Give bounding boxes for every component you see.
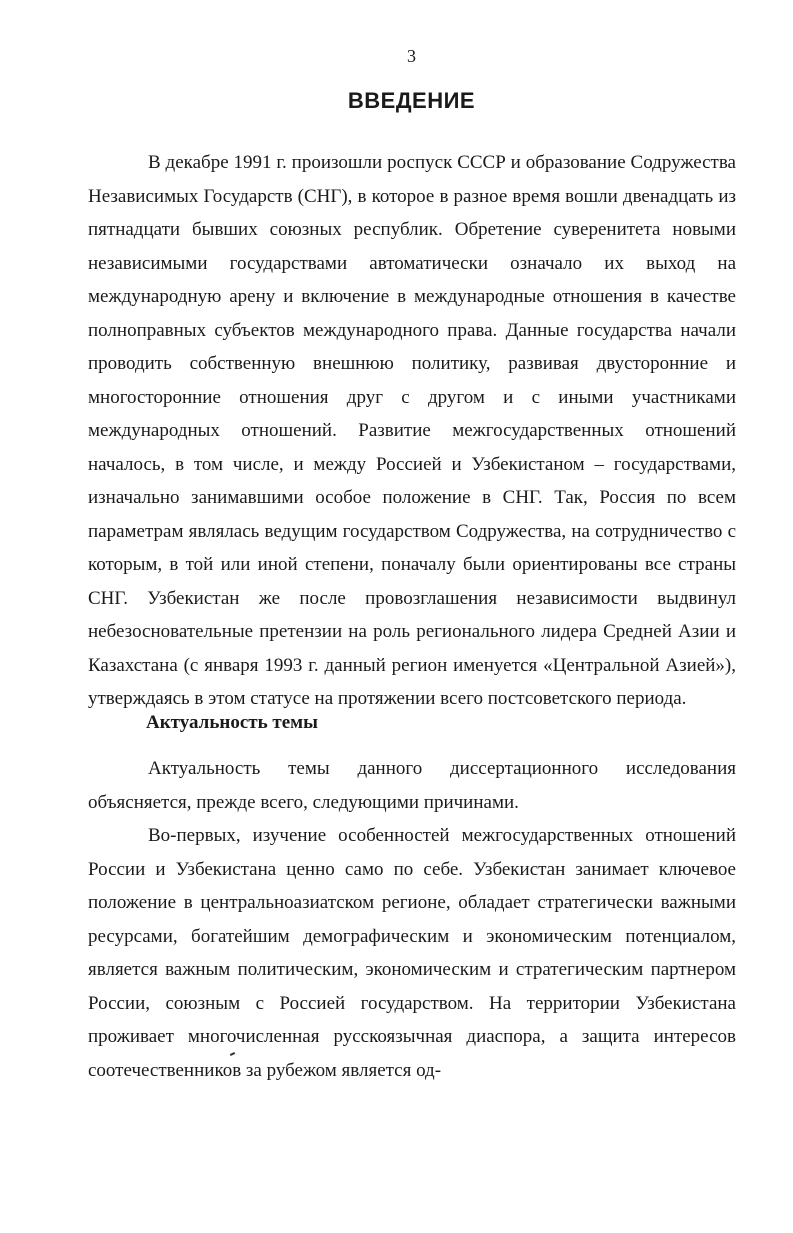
section-heading-relevance: Актуальность темы xyxy=(146,712,318,733)
relevance-section xyxy=(88,752,736,1087)
page-number: 3 xyxy=(407,46,416,66)
page-title: ВВЕДЕНИЕ xyxy=(347,88,476,113)
intro-section xyxy=(88,146,736,716)
relevance-paragraph-2: Во-первых, изучение особенностей межгосударственных отношений России и Узбекистана ценно само по себе. Узбекистан занимает ключевое положение в центральноазиатском регионе, обладает стратегически важными ресурсами, богатейшим демографическим и экономическим потенциалом, является важным политическим, экономическим и стратегическим партнером России, союзным с Россией государством. На территории Узбекистана проживает многочисленная русскоязычная диаспора, а защита интересов соотечественников за рубежом является од- xyxy=(88,825,736,1081)
relevance-paragraph-1: Актуальность темы данного диссертационного исследования объясняется, прежде всего, следующими причинами. xyxy=(88,758,736,813)
intro-paragraph: В декабре 1991 г. произошли роспуск СССР и образование Содружества Независимых Государств (СНГ), в которое в разное время вошли двенадцать из пятнадцати бывших союзных республик. Обретение суверенитета новыми независимыми государствами автоматически означало их выход на международную арену и включение в международные отношения в качестве полноправных субъектов международного права. Данные государства начали проводить собственную внешнюю политику, развивая двусторонние и многосторонние отношения друг с другом и с иными участниками международных отношений. Развитие межгосударственных отношений началось, в том числе, и между Россией и Узбекистаном – государствами, изначально занимавшими особое положение в СНГ. Так, Россия по всем параметрам являлась ведущим государством Содружества, на сотрудничество с которым, в той или иной степени, поначалу были ориентированы все страны СНГ. Узбекистан же после провозглашения независимости выдвинул небезосновательные претензии на роль регионального лидера Средней Азии и Казахстана (с января 1993 г. данный регион именуется «Центральной Азией»), утверждаясь в этом статусе на протяжении всего постсоветского периода. xyxy=(88,152,736,709)
